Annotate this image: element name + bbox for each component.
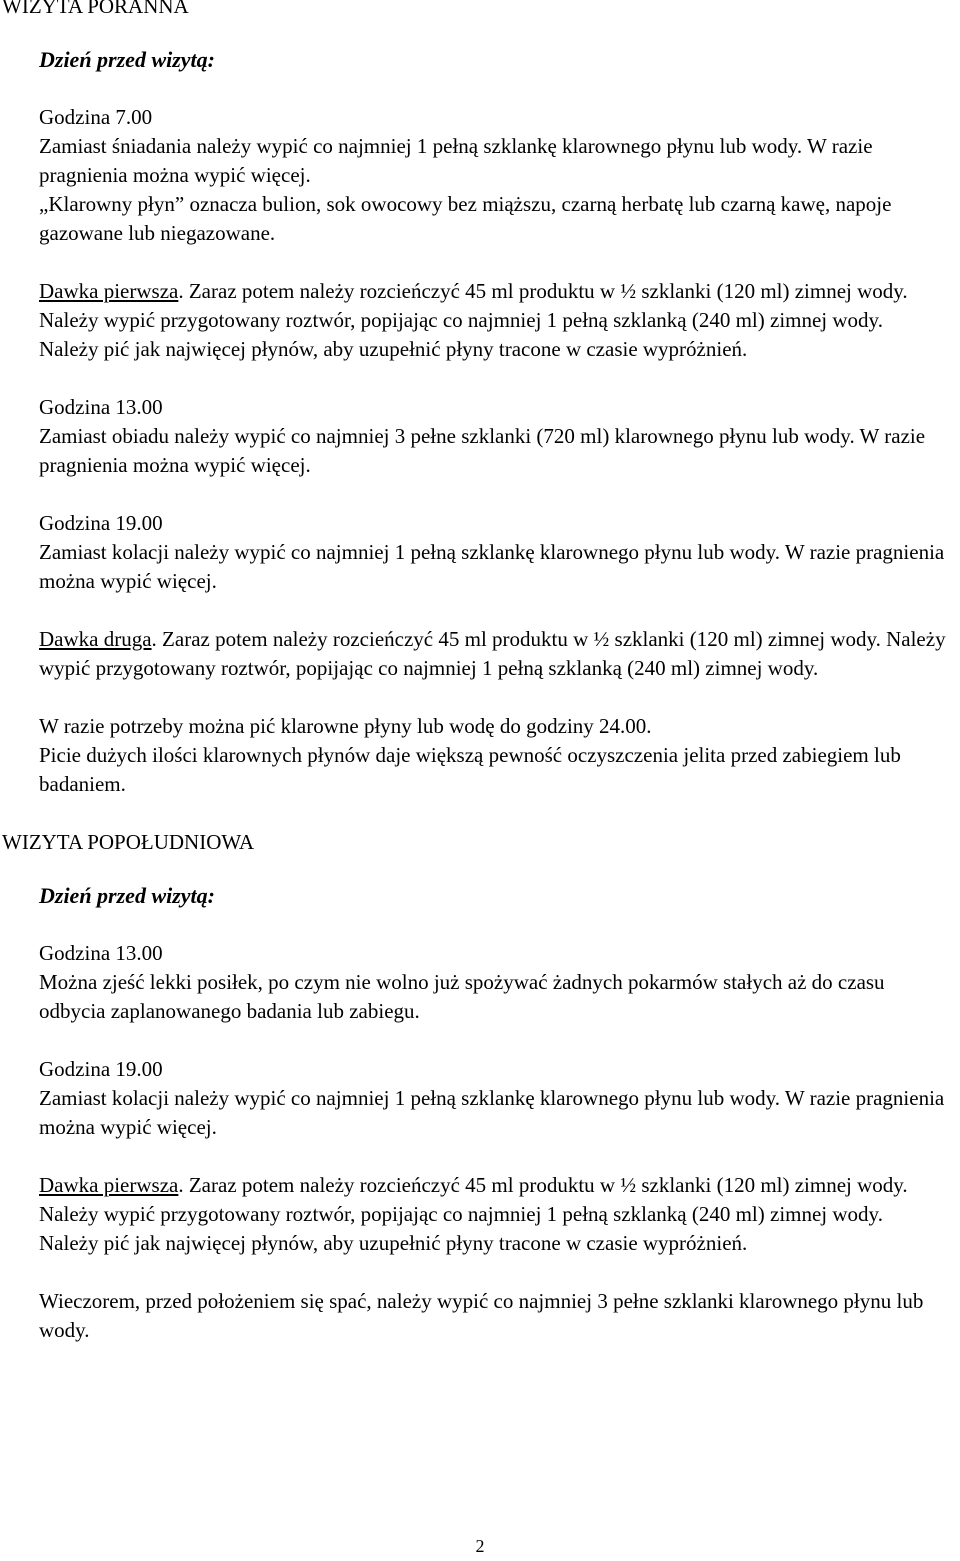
afternoon-evening-text: Wieczorem, przed położeniem się spać, należy wypić co najmniej 3 pełne szklanki klarownego płynu lub wody. — [39, 1289, 924, 1342]
page-number: 2 — [475, 1536, 485, 1556]
morning-dinner-text: Zamiast kolacji należy wypić co najmniej 1 pełną szklankę klarownego płynu lub wody. W razie pragnienia można wypić więcej. — [39, 540, 945, 593]
afternoon-light-meal: Można zjeść lekki posiłek, po czym nie wolno już spożywać żadnych pokarmów stałych aż do czasu odbycia zaplanowanego badania lub zabiegu. — [39, 970, 885, 1023]
morning-visit-heading: WIZYTA PORANNA — [2, 0, 189, 18]
morning-lunch-text: Zamiast obiadu należy wypić co najmniej 3 pełne szklanki (720 ml) klarownego płynu lub wody. W razie pragnienia można wypić więcej. — [39, 424, 926, 477]
afternoon-dose1-text: . Zaraz potem należy rozcieńczyć 45 ml produktu w ½ szklanki (120 ml) zimnej wody. Należy wypić przygotowany roztwór, popijając co najmniej 1 pełną szklanką (240 ml) zimnej wody. — [39, 1173, 908, 1226]
afternoon-time-19: Godzina 19.00 — [39, 1057, 163, 1081]
morning-dose2-text: . Zaraz potem należy rozcieńczyć 45 ml produktu w ½ szklanki (120 ml) zimnej wody. Należy wypić przygotowany roztwór, popijając co najmniej 1 pełną szklanką (240 ml) zimnej wody. — [39, 627, 946, 680]
afternoon-dose1-drink: Należy pić jak najwięcej płynów, aby uzupełnić płyny tracone w czasie wypróżnień. — [39, 1231, 748, 1255]
morning-time-13: Godzina 13.00 — [39, 395, 163, 419]
morning-dose1-text: . Zaraz potem należy rozcieńczyć 45 ml produktu w ½ szklanki (120 ml) zimnej wody. Należy wypić przygotowany roztwór, popijając co najmniej 1 pełną szklanką (240 ml) zimnej wody. — [39, 279, 908, 332]
afternoon-dose1-paragraph — [39, 1171, 954, 1229]
morning-day-before-heading: Dzień przed wizytą: — [39, 47, 215, 72]
morning-time-7: Godzina 7.00 — [39, 105, 153, 129]
afternoon-visit-heading: WIZYTA POPOŁUDNIOWA — [2, 830, 255, 854]
afternoon-dinner-text: Zamiast kolacji należy wypić co najmniej 1 pełną szklankę klarownego płynu lub wody. W razie pragnienia można wypić więcej. — [39, 1086, 945, 1139]
morning-time-19: Godzina 19.00 — [39, 511, 163, 535]
afternoon-section — [0, 881, 960, 1345]
morning-dose1-drink: Należy pić jak najwięcej płynów, aby uzupełnić płyny tracone w czasie wypróżnień. — [39, 337, 748, 361]
afternoon-time-13: Godzina 13.00 — [39, 941, 163, 965]
afternoon-day-before-heading: Dzień przed wizytą: — [39, 883, 215, 908]
morning-dose1-paragraph — [39, 277, 954, 335]
morning-dose2-paragraph — [39, 625, 954, 683]
morning-dose1-label: Dawka pierwsza — [39, 279, 179, 303]
morning-dose2-label: Dawka druga — [39, 627, 152, 651]
morning-breakfast-text: Zamiast śniadania należy wypić co najmniej 1 pełną szklankę klarownego płynu lub wody. W razie pragnienia można wypić więcej. — [39, 134, 873, 187]
morning-large-amounts: Picie dużych ilości klarownych płynów daje większą pewność oczyszczenia jelita przed zabiegiem lub badaniem. — [39, 743, 901, 796]
morning-until-midnight: W razie potrzeby można pić klarowne płyny lub wodę do godziny 24.00. — [39, 714, 652, 738]
afternoon-dose1-label: Dawka pierwsza — [39, 1173, 179, 1197]
morning-clear-fluid-text: „Klarowny płyn” oznacza bulion, sok owocowy bez miąższu, czarną herbatę lub czarną kawę, napoje gazowane lub niegazowane. — [39, 192, 892, 245]
morning-section — [0, 45, 960, 799]
